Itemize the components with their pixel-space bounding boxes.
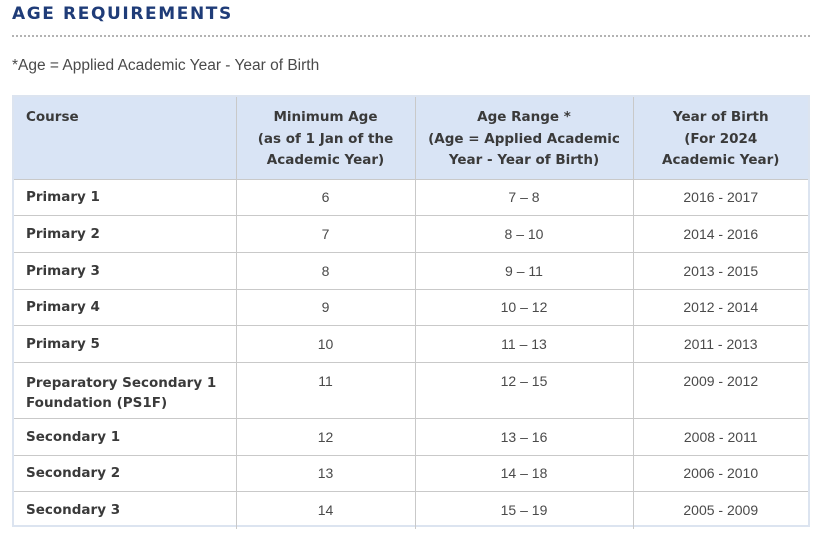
header-year-of-birth-line: (For 2024 — [684, 130, 758, 147]
table-row — [14, 216, 808, 253]
course-cell — [14, 492, 236, 529]
header-row — [14, 97, 808, 179]
course-cell — [14, 289, 236, 326]
table-row — [14, 252, 808, 289]
table-row — [14, 179, 808, 216]
table-body — [14, 179, 808, 529]
age-range-cell: 15 – 19 — [415, 492, 633, 529]
header-minimum-age-line: Minimum Age — [273, 109, 378, 125]
course-name: Secondary 1 — [26, 428, 121, 445]
header-age-range-line: (Age = Applied Academic — [428, 130, 620, 147]
age-requirements-table-container — [12, 95, 810, 527]
age-footnote: *Age = Applied Academic Year - Year of Birth — [12, 57, 320, 74]
minimum-age-cell: 13 — [236, 455, 415, 492]
minimum-age-cell: 6 — [236, 179, 415, 216]
course-cell — [14, 455, 236, 492]
year-of-birth-cell: 2016 - 2017 — [633, 179, 808, 216]
header-course-line: Course — [26, 109, 79, 125]
header-year-of-birth — [633, 97, 808, 179]
year-of-birth-cell: 2006 - 2010 — [633, 455, 808, 492]
minimum-age-cell: 11 — [236, 362, 415, 418]
age-range-cell: 10 – 12 — [415, 289, 633, 326]
course-name: Foundation (PS1F) — [26, 394, 168, 411]
course-name: Primary 5 — [26, 336, 100, 353]
year-of-birth-cell: 2005 - 2009 — [633, 492, 808, 529]
table-row — [14, 289, 808, 326]
age-range-cell: 8 – 10 — [415, 216, 633, 253]
age-requirements-table — [14, 97, 808, 529]
header-year-of-birth-line: Year of Birth — [672, 109, 769, 125]
course-cell — [14, 179, 236, 216]
year-of-birth-cell: 2008 - 2011 — [633, 418, 808, 455]
minimum-age-cell: 8 — [236, 252, 415, 289]
course-name: Primary 1 — [26, 189, 100, 206]
course-name: Primary 2 — [26, 226, 100, 243]
course-cell — [14, 326, 236, 363]
course-name: Secondary 3 — [26, 502, 121, 519]
minimum-age-cell: 10 — [236, 326, 415, 363]
course-name: Primary 3 — [26, 262, 100, 279]
table-row — [14, 418, 808, 455]
age-range-cell: 14 – 18 — [415, 455, 633, 492]
header-age-range-line: Year - Year of Birth) — [448, 152, 600, 168]
age-range-cell: 12 – 15 — [415, 362, 633, 418]
year-of-birth-cell: 2014 - 2016 — [633, 216, 808, 253]
year-of-birth-cell: 2009 - 2012 — [633, 362, 808, 418]
course-cell — [14, 418, 236, 455]
header-age-range-line: Age Range * — [477, 109, 571, 125]
course-cell — [14, 252, 236, 289]
age-range-cell: 11 – 13 — [415, 326, 633, 363]
table-row — [14, 492, 808, 529]
page-title: AGE REQUIREMENTS — [12, 4, 233, 24]
course-name: Preparatory Secondary 1 — [26, 374, 217, 391]
table-row — [14, 326, 808, 363]
minimum-age-cell: 12 — [236, 418, 415, 455]
year-of-birth-cell: 2013 - 2015 — [633, 252, 808, 289]
age-range-cell: 13 – 16 — [415, 418, 633, 455]
header-minimum-age — [236, 97, 415, 179]
header-age-range — [415, 97, 633, 179]
table-row — [14, 455, 808, 492]
header-course — [14, 97, 236, 179]
title-divider — [12, 35, 810, 37]
table-header — [14, 97, 808, 179]
course-cell — [14, 216, 236, 253]
age-range-cell: 9 – 11 — [415, 252, 633, 289]
minimum-age-cell: 9 — [236, 289, 415, 326]
header-minimum-age-line: Academic Year) — [266, 152, 385, 168]
year-of-birth-cell: 2011 - 2013 — [633, 326, 808, 363]
age-range-cell: 7 – 8 — [415, 179, 633, 216]
course-name: Primary 4 — [26, 299, 100, 316]
year-of-birth-cell: 2012 - 2014 — [633, 289, 808, 326]
course-name: Secondary 2 — [26, 465, 121, 482]
minimum-age-cell: 7 — [236, 216, 415, 253]
course-cell — [14, 362, 236, 418]
minimum-age-cell: 14 — [236, 492, 415, 529]
header-year-of-birth-line: Academic Year) — [662, 152, 780, 168]
table-row — [14, 362, 808, 418]
header-minimum-age-line: (as of 1 Jan of the — [257, 130, 394, 147]
